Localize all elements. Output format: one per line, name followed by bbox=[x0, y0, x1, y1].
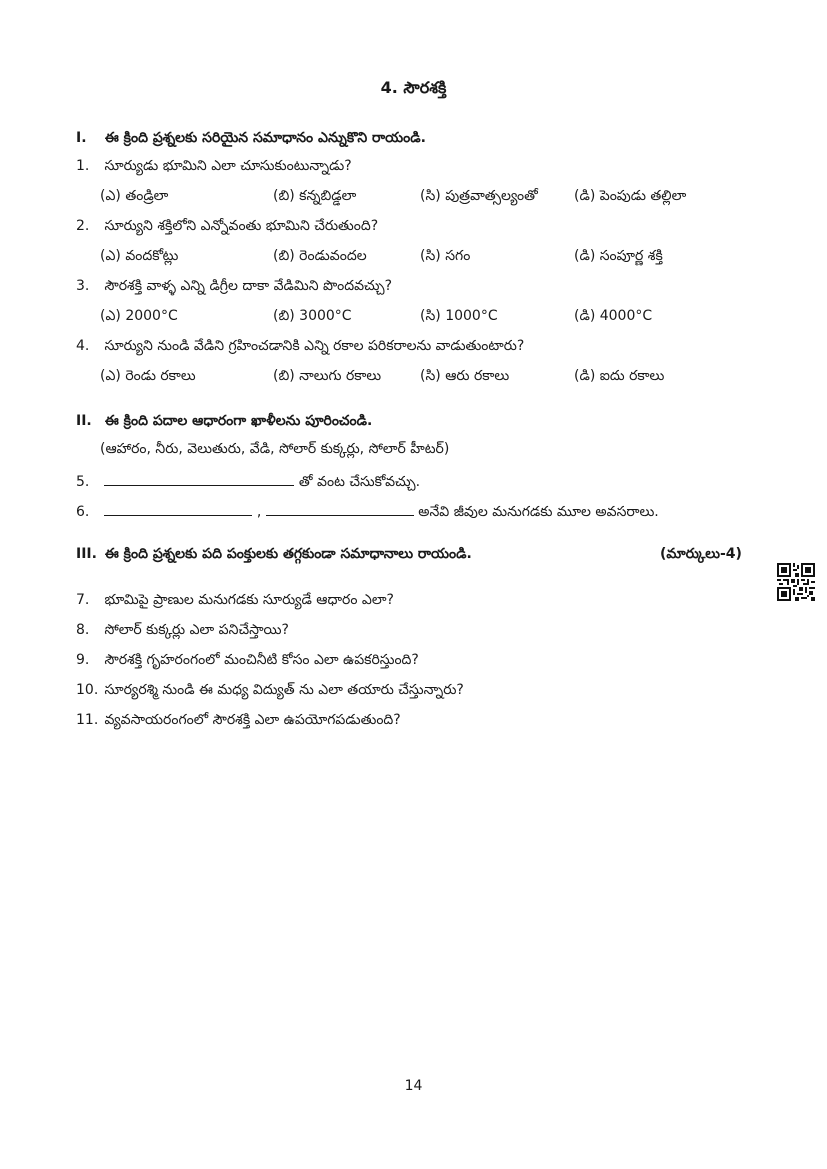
section-2-text: ఈ క్రింది పదాల ఆధారంగా ఖాళీలను పూరించండి. bbox=[104, 413, 373, 429]
page-number: 14 bbox=[404, 1078, 423, 1094]
q2-option-d: (డి) సంపూర్ణ శక్తి bbox=[574, 248, 663, 264]
fill-blank bbox=[266, 501, 414, 516]
fill-blank bbox=[104, 471, 294, 486]
question-2: 2. సూర్యుని శక్తిలోని ఎన్నోవంతు భూమిని చేరుతుంది? bbox=[76, 218, 379, 234]
question-6: 6. , అనేవి జీవుల మనుగడకు మూల అవసరాలు. bbox=[76, 501, 659, 523]
section-2-number: II. bbox=[76, 413, 92, 429]
question-9: 9. సౌరశక్తి గృహరంగంలో మంచినీటి కోసం ఎలా ఉపకరిస్తుంది? bbox=[76, 652, 419, 668]
q3-option-a: (ఎ) 2000°C bbox=[100, 308, 178, 324]
q1-option-a: (ఎ) తండ్రిలా bbox=[100, 188, 169, 204]
question-5: 5. తో వంట చేసుకోవచ్చు. bbox=[76, 471, 420, 493]
section-3-number: III. bbox=[76, 546, 97, 562]
q2-option-b: (బి) రెండువందల bbox=[273, 248, 367, 264]
question-4: 4. సూర్యుని నుండి వేడిని గ్రహించడానికి ఎన్ని రకాల పరికరాలను వాడుతుంటారు? bbox=[76, 338, 525, 354]
section-3-text: ఈ క్రింది ప్రశ్నలకు పది పంక్తులకు తగ్గకుండా సమాధానాలు రాయండి. bbox=[104, 546, 472, 562]
section-1-text: ఈ క్రింది ప్రశ్నలకు సరియైన సమాధానం ఎన్నుకొని రాయండి. bbox=[104, 130, 426, 146]
q4-option-d: (డి) ఐదు రకాలు bbox=[574, 368, 665, 384]
q2-option-a: (ఎ) వందకోట్లు bbox=[100, 248, 179, 264]
section-3-heading bbox=[76, 546, 472, 565]
q3-option-c: (సి) 1000°C bbox=[420, 308, 498, 324]
q4-option-a: (ఎ) రెండు రకాలు bbox=[100, 368, 196, 384]
question-11: 11. వ్యవసాయరంగంలో సౌరశక్తి ఎలా ఉపయోగపడుతుంది? bbox=[76, 712, 401, 728]
q1-option-d: (డి) పెంపుడు తల్లిలా bbox=[574, 188, 687, 204]
fill-blank bbox=[104, 501, 252, 516]
q3-option-d: (డి) 4000°C bbox=[574, 308, 653, 324]
question-3: 3. సౌరశక్తి వాళ్ళ ఎన్ని డిగ్రీల దాకా వేడిమిని పొందవచ్చు? bbox=[76, 278, 393, 294]
question-7: 7. భూమిపై ప్రాణుల మనుగడకు సూర్యుడే ఆధారం ఎలా? bbox=[76, 592, 394, 608]
section-1-heading bbox=[76, 130, 426, 149]
word-bank: (ఆహారం, నీరు, వెలుతురు, వేడి, సోలార్ కుక్కర్లు, సోలార్ హీటర్) bbox=[100, 441, 450, 457]
section-2-heading bbox=[76, 413, 372, 432]
marks-label: (మార్కులు-4) bbox=[660, 546, 742, 562]
question-8: 8. సోలార్ కుక్కర్లు ఎలా పనిచేస్తాయి? bbox=[76, 622, 289, 638]
section-1-number: I. bbox=[76, 130, 87, 146]
q4-option-c: (సి) ఆరు రకాలు bbox=[420, 368, 510, 384]
question-10: 10. సూర్యరశ్మి నుండి ఈ మధ్య విద్యుత్ ను ఎలా తయారు చేస్తున్నారు? bbox=[76, 682, 464, 698]
question-1: 1. సూర్యుడు భూమిని ఎలా చూసుకుంటున్నాడు? bbox=[76, 158, 352, 174]
qr-code-icon bbox=[777, 563, 815, 601]
q1-option-c: (సి) పుత్రవాత్సల్యంతో bbox=[420, 188, 538, 204]
q4-option-b: (బి) నాలుగు రకాలు bbox=[273, 368, 382, 384]
page-title: 4. సౌరశక్తి bbox=[380, 78, 447, 97]
q3-option-b: (బి) 3000°C bbox=[273, 308, 352, 324]
q1-option-b: (బి) కన్నబిడ్డలా bbox=[273, 188, 357, 204]
q2-option-c: (సి) సగం bbox=[420, 248, 471, 264]
